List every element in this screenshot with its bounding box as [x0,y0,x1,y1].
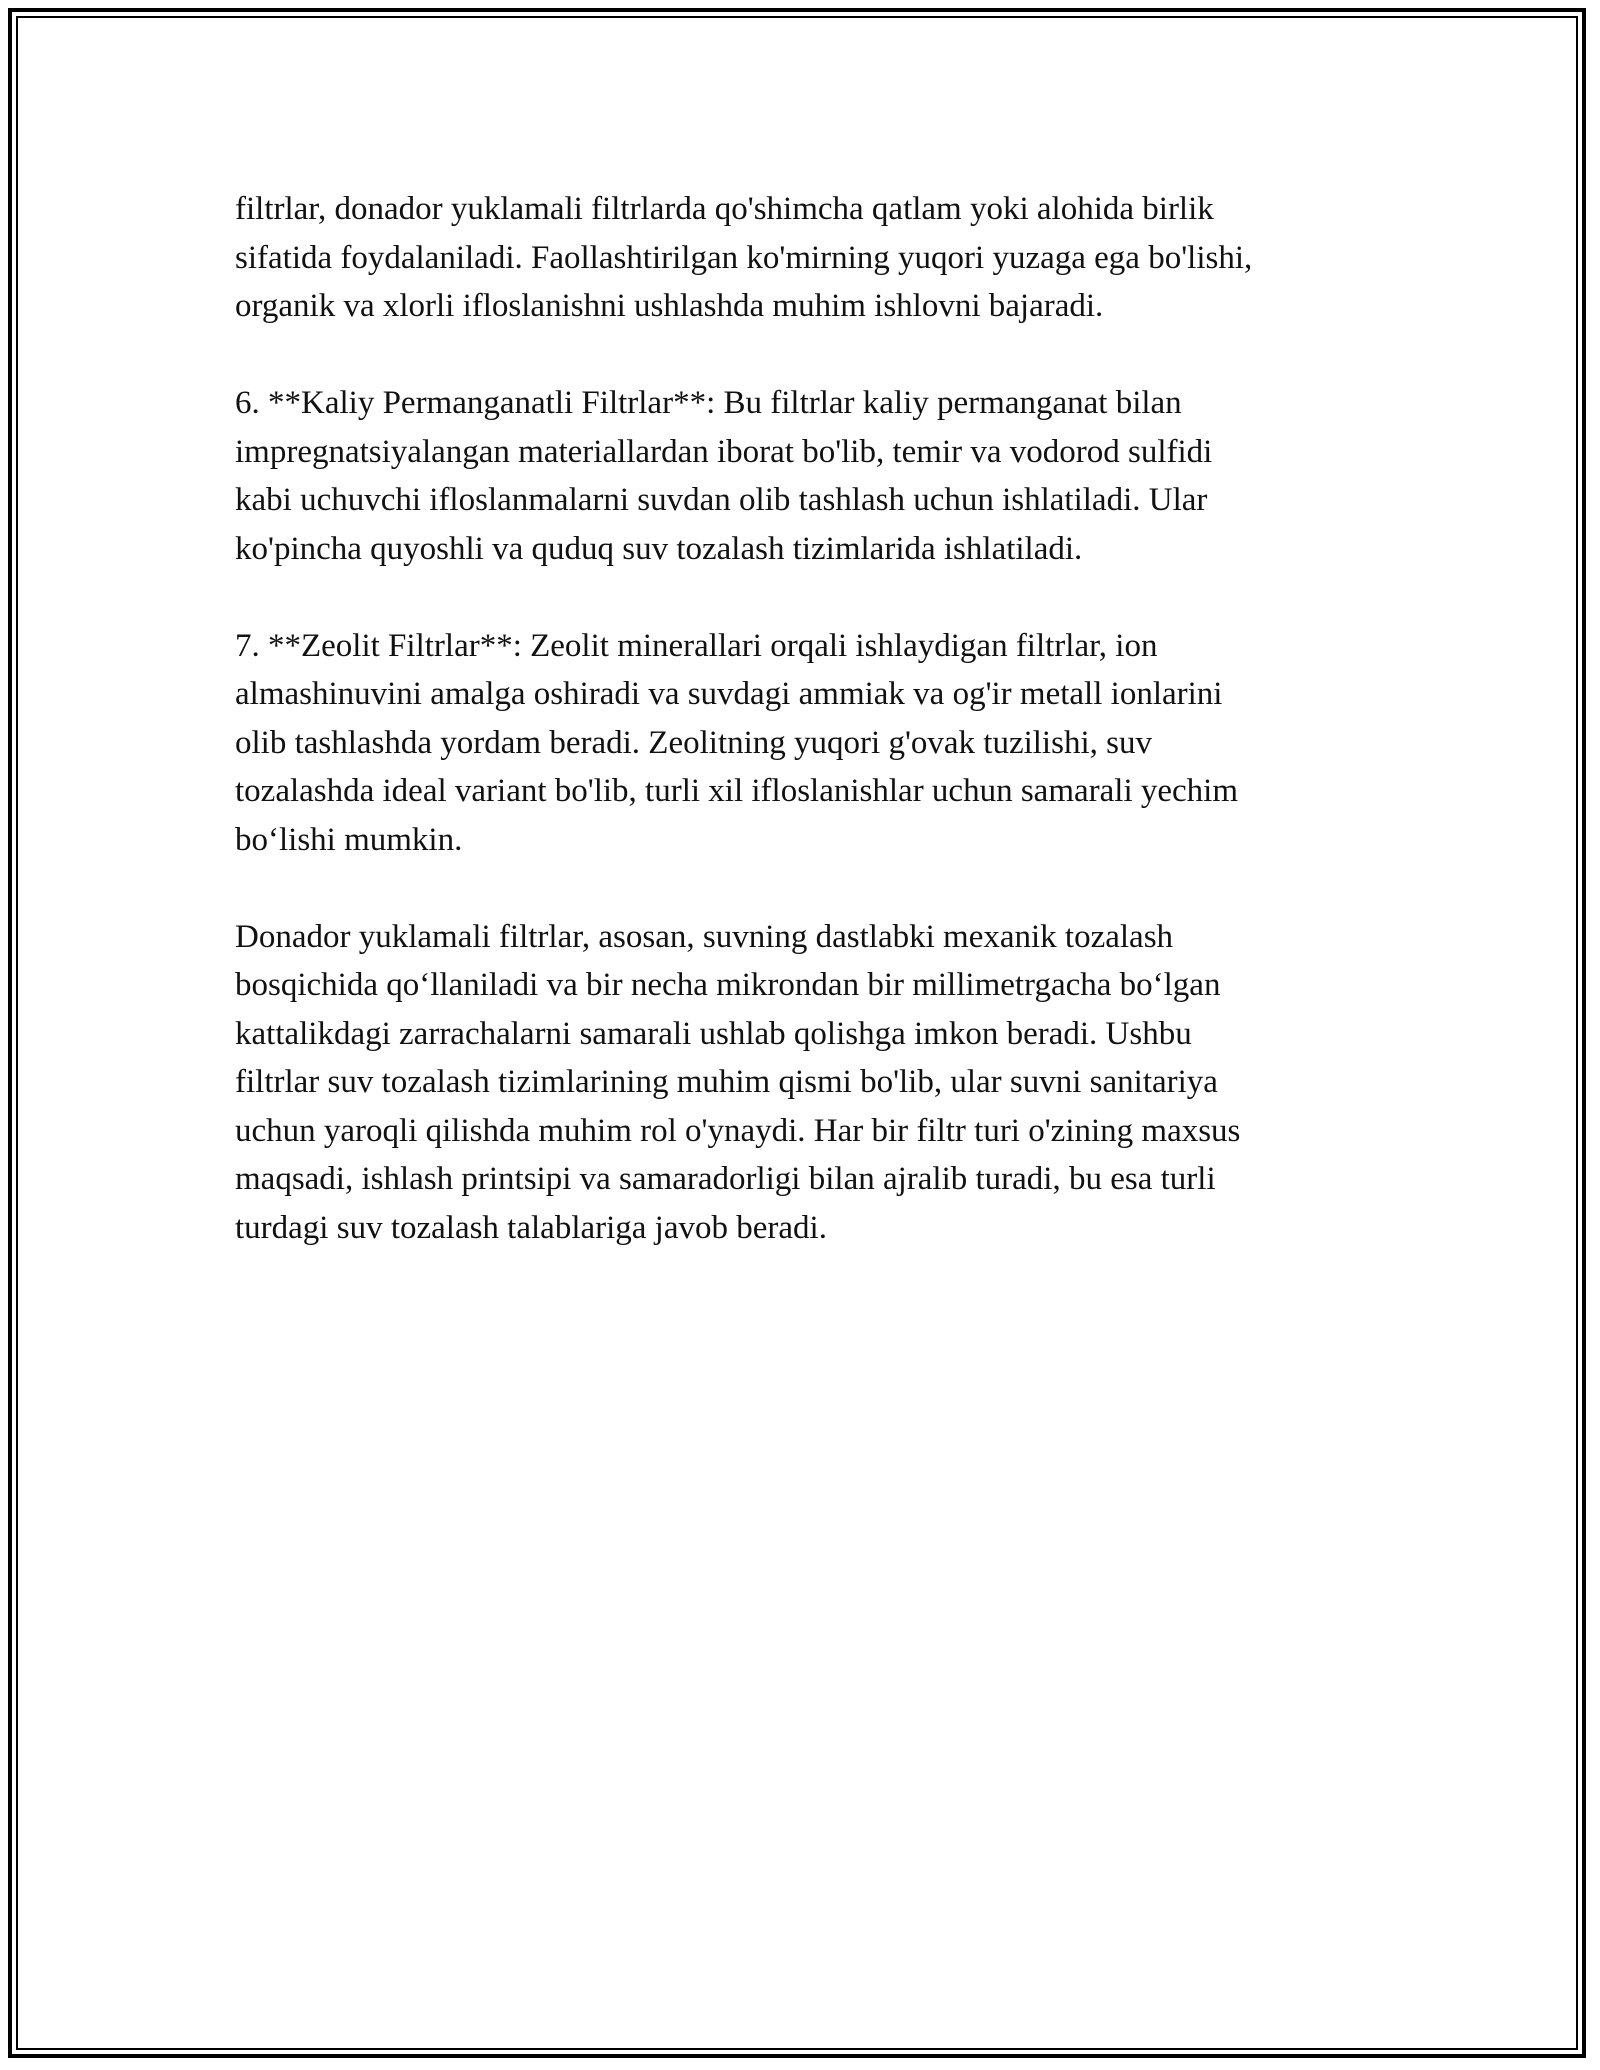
paragraph-potassium-permanganate-filters: 6. **Kaliy Permanganatli Filtrlar**: Bu filtrlar kaliy permanganat bilan impregnatsiyalangan materiallardan iborat bo'lib, temir va vodorod sulfidi kabi uchuvchi ifloslanmalarni suvdan olib tashlash uchun ishlatiladi. Ular ko'pincha quyoshli va quduq suv tozalash tizimlarida ishlatiladi. [235,385,1213,567]
paragraph-activated-carbon-continuation: filtrlar, donador yuklamali filtrlarda qo'shimcha qatlam yoki alohida birlik sifatida foydalaniladi. Faollashtirilgan ko'mirning yuqori yuzaga ega bo'lishi, organik va xlorli ifloslanishni ushlashda muhim ishlovni bajaradi. [235,191,1253,324]
paragraph-granular-filters-summary: Donador yuklamali filtrlar, asosan, suvning dastlabki mexanik tozalash bosqichida qo‘llaniladi va bir necha mikrondan bir millimetrgacha bo‘lgan kattalikdagi zarrachalarni samarali ushlab qolishga imkon beradi. Ushbu filtrlar suv tozalash tizimlarining muhim qismi bo'lib, ular suvni sanitariya uchun yaroqli qilishda muhim rol o'ynaydi. Har bir filtr turi o'zining maxsus maqsadi, ishlash printsipi va samaradorligi bilan ajralib turadi, bu esa turli turdagi suv tozalash talablariga javob beradi. [235,918,1241,1246]
paragraph-zeolite-filters: 7. **Zeolit Filtrlar**: Zeolit minerallari orqali ishlaydigan filtrlar, ion almashinuvini amalga oshiradi va suvdagi ammiak va og'ir metall ionlarini olib tashlashda yordam beradi. Zeolitning yuqori g'ovak tuzilishi, suv tozalashda ideal variant bo'lib, turli xil ifloslanishlar uchun samarali yechim bo‘lishi mumkin. [235,627,1238,858]
document-body [235,185,1395,1301]
